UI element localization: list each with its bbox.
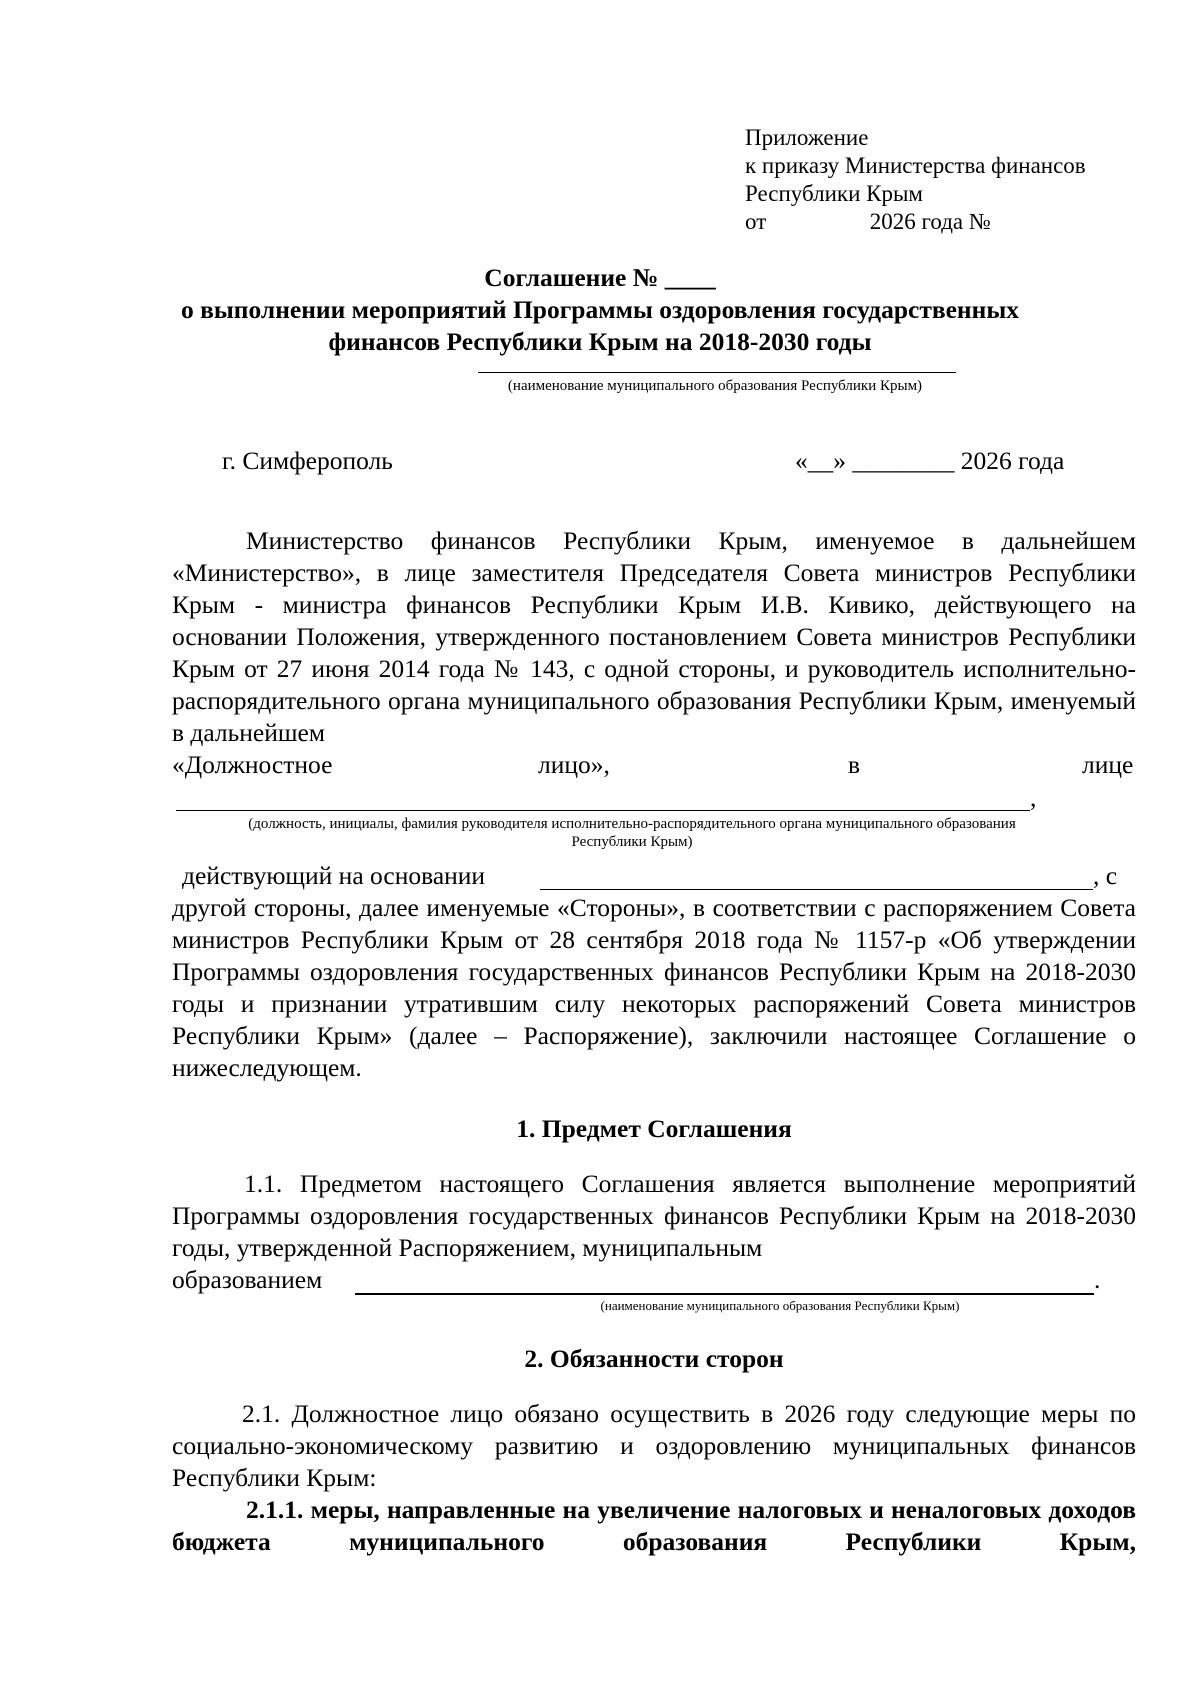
section-1-heading: 1. Предмет Соглашения (516, 1114, 792, 1143)
appendix-line-3: Республики Крым (745, 181, 923, 206)
appendix-line-2: к приказу Министерства финансов (745, 153, 1086, 178)
municipality-blank-line-2 (355, 1293, 1094, 1295)
municipality-blank-line (478, 372, 956, 373)
preamble-last-right: лице (1082, 750, 1134, 779)
official-caption-line-1: (должность, инициалы, фамилия руководителя исполнительно-распорядительного органа муниципального образования (248, 816, 1016, 832)
basis-end: , с (1093, 861, 1118, 890)
appendix-block (745, 124, 1086, 236)
official-caption-line-2: Республики Крым) (571, 834, 693, 850)
basis-blank-line (540, 889, 1093, 890)
municipality-caption-2: (наименование муниципального образования Республики Крым) (600, 1298, 960, 1313)
section-1-last: образованием (172, 1265, 323, 1294)
preamble-paragraph: Министерство финансов Республики Крым, именуемое в дальнейшем «Министерство», в лице заместителя Председателя Совета министров Республики Крым - министра финансов Республики Крым И.В. Кивико, действующего на основании Положения, утвержденного постановлением Совета министров Республики Крым от 27 июня 2014 года № 143, с одной стороны, и руководитель исполнительно-распорядительного органа муниципального образования Республики Крым, именуемый в дальнейшем (172, 526, 1136, 747)
municipality-caption: (наименование муниципального образования Республики Крым) (507, 378, 923, 394)
city: г. Симферополь (222, 446, 393, 475)
preamble-last-in: в (848, 750, 861, 779)
official-blank-comma: , (1030, 783, 1037, 812)
section-2-bold-paragraph: 2.1.1. меры, направленные на увеличение налоговых и неналоговых доходов бюджета муниципального образования Республики Крым, (172, 1495, 1136, 1556)
agreement-title: Соглашение № ____ (484, 263, 716, 292)
section-1-dot: . (1094, 1265, 1101, 1294)
preamble-last-left: «Должностное (172, 750, 333, 779)
appendix-line-4: от 2026 года № (745, 209, 991, 234)
section-1-paragraph: 1.1. Предметом настоящего Соглашения является выполнение мероприятий Программы оздоровления государственных финансов Республики Крым на 2018-2030 годы, утвержденной Распоряжением, муниципальным (172, 1169, 1136, 1262)
section-2-heading: 2. Обязанности сторон (524, 1344, 784, 1373)
appendix-line-1: Приложение (745, 125, 869, 150)
official-blank-line (176, 810, 1030, 811)
basis-start: действующий на основании (182, 861, 486, 890)
section-2-paragraph: 2.1. Должностное лицо обязано осуществить в 2026 году следующие меры по социально-экономическому развитию и оздоровлению муниципальных финансов Республики Крым: (172, 1399, 1136, 1492)
agreement-date: «__» ________ 2026 года (795, 446, 1065, 475)
agreement-subtitle-line-1: о выполнении мероприятий Программы оздоровления государственных (181, 295, 1019, 324)
basis-paragraph: другой стороны, далее именуемые «Стороны», в соответствии с распоряжением Совета министров Республики Крым от 28 сентября 2018 года № 1157-р «Об утверждении Программы оздоровления государственных финансов Республики Крым на 2018-2030 годы и признании утратившим силу некоторых распоряжений Совета министров Республики Крым» (далее – Распоряжение), заключили настоящее Соглашение о нижеследующем. (172, 893, 1136, 1082)
agreement-subtitle-line-2: финансов Республики Крым на 2018-2030 годы (328, 327, 872, 356)
preamble-last-mid: лицо», (538, 750, 610, 779)
